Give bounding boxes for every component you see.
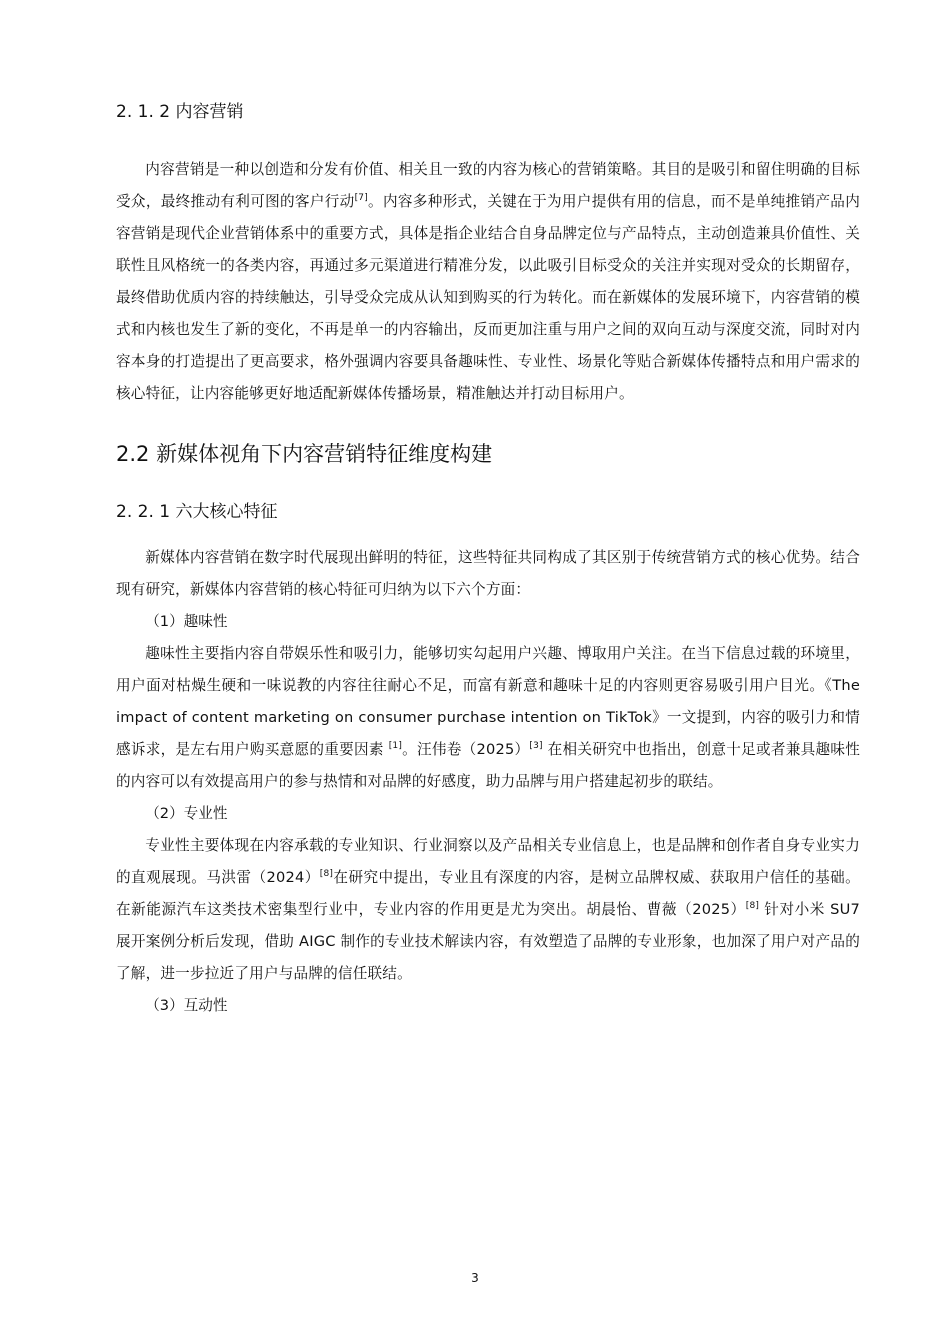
section-heading-2-2: 2.2 新媒体视角下内容营销特征维度构建 bbox=[116, 442, 493, 466]
paragraph-text: 内容营销是一种以创造和分发有价值、相关且一致的内容为核心的营销策略。其目的是吸引和留住明确的目标受众，最终推动有利可图的客户行动 bbox=[116, 161, 860, 210]
citation-ref: [3] bbox=[529, 741, 543, 751]
page-number: 3 bbox=[471, 1271, 479, 1285]
list-item-label-3: （3）互动性 bbox=[145, 997, 228, 1014]
citation-ref: [7] bbox=[354, 193, 368, 203]
paragraph-interest bbox=[116, 638, 860, 798]
section-heading-2-2-1: 2. 2. 1 六大核心特征 bbox=[116, 502, 278, 522]
list-item-label-2: （2）专业性 bbox=[145, 805, 228, 822]
paragraph-text: 针对小米 SU7 展开案例分析后发现，借助 AIGC 制作的专业技术解读内容，有效塑造了品牌的专业形象，也加深了用户对产品的了解，进一步拉近了用户与品牌的信任联结。 bbox=[116, 901, 861, 982]
paragraph-intro: 新媒体内容营销在数字时代展现出鲜明的特征，这些特征共同构成了其区别于传统营销方式的核心优势。结合现有研究，新媒体内容营销的核心特征可归纳为以下六个方面： bbox=[116, 549, 860, 598]
paragraph-professional bbox=[116, 830, 860, 990]
paragraph-content-marketing bbox=[116, 154, 860, 410]
citation-ref: [8] bbox=[745, 901, 760, 911]
citation-ref: [8] bbox=[319, 869, 334, 879]
paragraph-text: 趣味性主要指内容自带娱乐性和吸引力，能够切实勾起用户兴趣、博取用户关注。在当下信息过载的环境里，用户面对枯燥生硬和一味说教的内容往往耐心不足，而富有新意和趣味十足的内容则更容易吸引用户目光。《The impact of content marketing on consumer purchase intention on TikTok》一文提到，内容的吸引力和情感诉求，是左右用户购买意愿的重要因素 bbox=[116, 645, 860, 758]
section-heading-2-1-2: 2. 1. 2 内容营销 bbox=[116, 102, 244, 122]
paragraph-text: 在相关研究中也指出，创意十足或者兼具趣味性的内容可以有效提高用户的参与热情和对品牌的好感度，助力品牌与用户搭建起初步的联结。 bbox=[116, 741, 860, 790]
paragraph-text: 专业性主要体现在内容承载的专业知识、行业洞察以及产品相关专业信息上，也是品牌和创作者自身专业实力的直观展现。马洪雷（2024） bbox=[116, 837, 860, 886]
page-content bbox=[116, 96, 860, 1022]
citation-ref: [1] bbox=[388, 741, 403, 751]
list-item-label-1: （1）趣味性 bbox=[145, 613, 228, 630]
paragraph-text: 在研究中提出，专业且有深度的内容，是树立品牌权威、获取用户信任的基础。在新能源汽车这类技术密集型行业中，专业内容的作用更是尤为突出。胡晨怡、曹薇（2025） bbox=[116, 869, 860, 918]
paragraph-text: 。汪伟卷（2025） bbox=[402, 741, 530, 758]
paragraph-text: 。内容多种形式，关键在于为用户提供有用的信息，而不是单纯推销产品内容营销是现代企业营销体系中的重要方式，具体是指企业结合自身品牌定位与产品特点，主动创造兼具价值性、关联性且风格统一的各类内容，再通过多元渠道进行精准分发，以此吸引目标受众的关注并实现对受众的长期留存，最终借助优质内容的持续触达，引导受众完成从认知到购买的行为转化。而在新媒体的发展环境下，内容营销的模式和内核也发生了新的变化，不再是单一的内容输出，反而更加注重与用户之间的双向互动与深度交流，同时对内容本身的打造提出了更高要求，格外强调内容要具备趣味性、专业性、场景化等贴合新媒体传播特点和用户需求的核心特征，让内容能够更好地适配新媒体传播场景，精准触达并打动目标用户。 bbox=[116, 193, 860, 402]
